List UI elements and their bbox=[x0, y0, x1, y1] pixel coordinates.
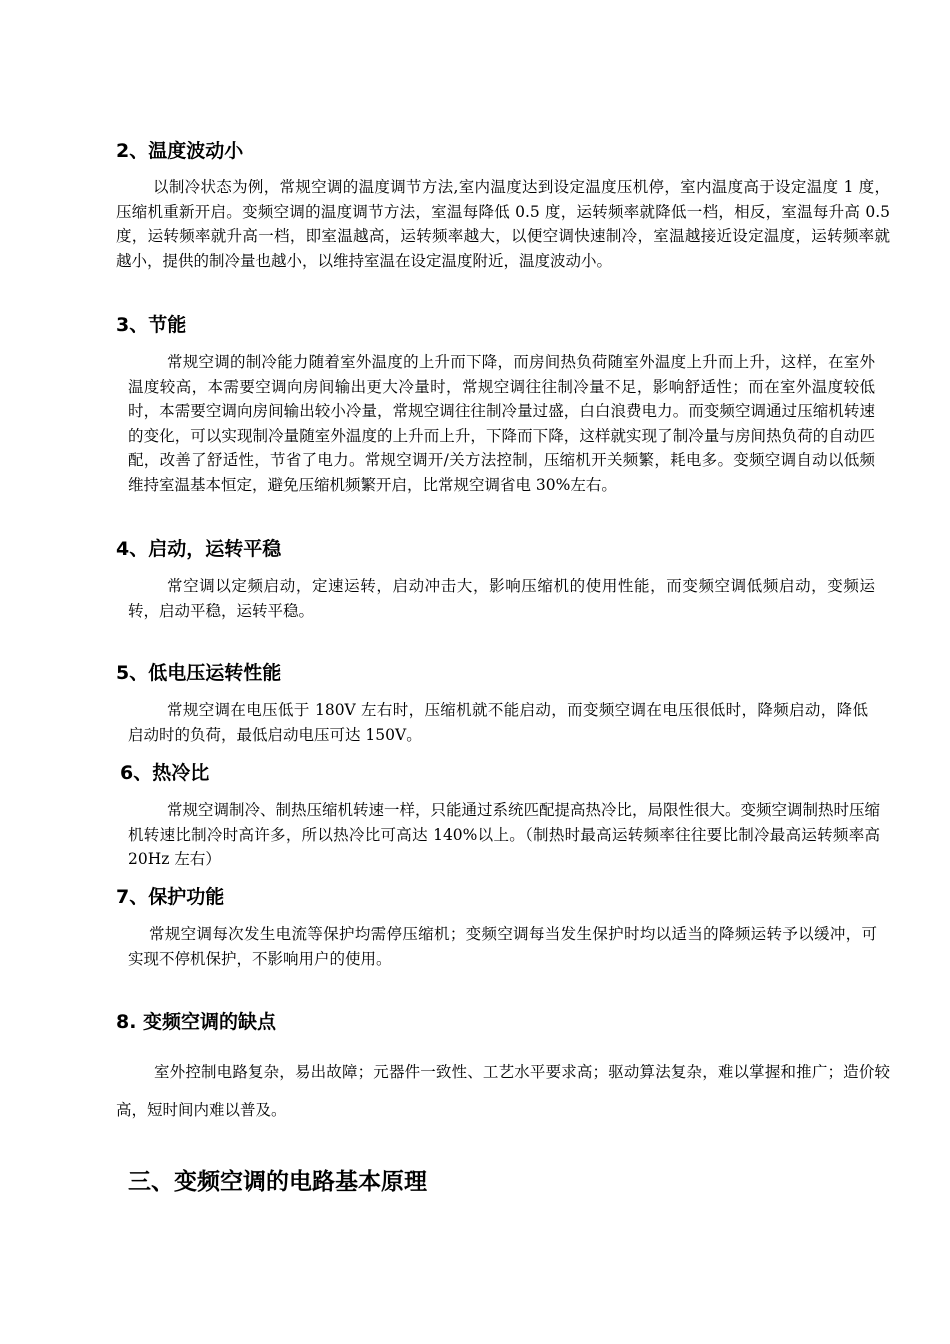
section-heading-heat-cool-ratio: 6、热冷比 bbox=[120, 762, 210, 784]
section-heading-energy: 3、节能 bbox=[116, 314, 187, 336]
section-heading-temperature: 2、温度波动小 bbox=[116, 140, 244, 162]
section-body-heat-cool-ratio: 常规空调制冷、制热压缩机转速一样，只能通过系统匹配提高热冷比，局限性很大。变频空调制热时压缩机转速比制冷时高许多，所以热冷比可高达 140%以上。（制热时最高运转频率往往要比制冷最高运转频率高 20Hz 左右） bbox=[128, 801, 881, 868]
chapter-title: 三、变频空调的电路基本原理 bbox=[128, 1169, 427, 1195]
section-body-temperature: 以制冷状态为例，常规空调的温度调节方法,室内温度达到设定温度压机停，室内温度高于设定温度 1 度，压缩机重新开启。变频空调的温度调节方法，室温每降低 0.5 度，运转频率就降低一档，相反，室温每升高 0.5 度，运转频率就升高一档，即室温越高，运转频率越大，以便空调快速制冷，室温越接近设定温度，运转频率就越小，提供的制冷量也越小，以维持室温在设定温度附近，温度波动小。 bbox=[116, 178, 890, 270]
section-body-startup: 常空调以定频启动，定速运转，启动冲击大，影响压缩机的使用性能，而变频空调低频启动，变频运转，启动平稳，运转平稳。 bbox=[128, 577, 875, 620]
section-heading-startup: 4、启动，运转平稳 bbox=[116, 538, 282, 560]
section-heading-protection: 7、保护功能 bbox=[116, 886, 225, 908]
section-heading-disadvantages: 8. 变频空调的缺点 bbox=[116, 1011, 277, 1033]
section-body-disadvantages: 室外控制电路复杂，易出故障；元器件一致性、工艺水平要求高；驱动算法复杂，难以掌握和推广；造价较高，短时间内难以普及。 bbox=[116, 1063, 890, 1119]
section-heading-low-voltage: 5、低电压运转性能 bbox=[116, 662, 282, 684]
section-body-protection: 常规空调每次发生电流等保护均需停压缩机；变频空调每当发生保护时均以适当的降频运转予以缓冲，可实现不停机保护，不影响用户的使用。 bbox=[128, 925, 877, 968]
section-body-energy: 常规空调的制冷能力随着室外温度的上升而下降，而房间热负荷随室外温度上升而上升，这样，在室外温度较高，本需要空调向房间输出更大冷量时，常规空调往往制冷量不足，影响舒适性；而在室外温度较低时，本需要空调向房间输出较小冷量，常规空调往往制冷量过盛，白白浪费电力。而变频空调通过压缩机转速的变化，可以实现制冷量随室外温度的上升而上升，下降而下降，这样就实现了制冷量与房间热负荷的自动匹配，改善了舒适性，节省了电力。常规空调开/关方法控制，压缩机开关频繁，耗电多。变频空调自动以低频维持室温基本恒定，避免压缩机频繁开启，比常规空调省电 30%左右。 bbox=[128, 353, 875, 494]
section-body-low-voltage: 常规空调在电压低于 180V 左右时，压缩机就不能启动，而变频空调在电压很低时，降频启动，降低启动时的负荷，最低启动电压可达 150V。 bbox=[128, 701, 868, 744]
